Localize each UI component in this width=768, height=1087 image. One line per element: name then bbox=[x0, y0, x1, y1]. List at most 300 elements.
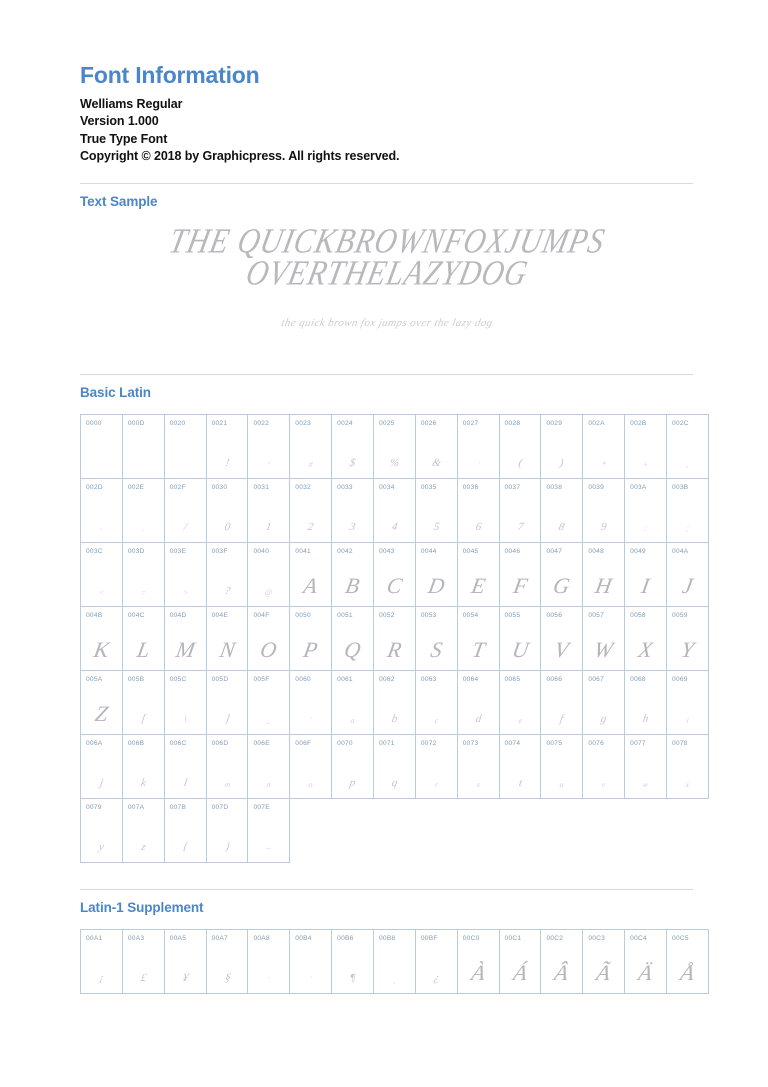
glyph-preview: o bbox=[308, 779, 314, 789]
glyph-cell-004F[interactable] bbox=[248, 606, 290, 670]
glyph-preview: i bbox=[685, 715, 690, 725]
glyph-cell-0069[interactable] bbox=[667, 670, 709, 734]
glyph-codepoint-label: 003F bbox=[211, 547, 228, 555]
glyph-cell-0050[interactable] bbox=[290, 606, 332, 670]
glyph-codepoint-label: 0040 bbox=[253, 547, 270, 555]
glyph-cell-005F[interactable] bbox=[248, 670, 290, 734]
glyph-codepoint-label: 00A8 bbox=[253, 934, 270, 942]
glyph-cell-006F[interactable] bbox=[290, 734, 332, 798]
glyph-cell-0056[interactable] bbox=[541, 606, 583, 670]
glyph-codepoint-label: 0060 bbox=[295, 675, 311, 683]
glyph-preview: Å bbox=[678, 959, 697, 985]
glyph-preview: ( bbox=[517, 456, 524, 469]
glyph-codepoint-label: 0036 bbox=[462, 483, 479, 491]
glyph-codepoint-label: 0067 bbox=[588, 675, 604, 683]
glyph-cell-003D[interactable] bbox=[122, 542, 164, 606]
glyph-cell-005D[interactable] bbox=[206, 670, 248, 734]
glyph-cell-006B[interactable] bbox=[122, 734, 164, 798]
glyph-cell-00BF[interactable] bbox=[415, 929, 457, 993]
glyph-codepoint-label: 004C bbox=[127, 611, 145, 619]
glyph-preview: ´ bbox=[308, 974, 313, 984]
glyph-preview: U bbox=[509, 636, 531, 662]
glyph-cell-007A[interactable] bbox=[122, 798, 164, 862]
glyph-cell-0052[interactable] bbox=[374, 606, 416, 670]
sample-uppercase-line-1: THE QUICKBROWNFOXJUMPS bbox=[165, 221, 608, 261]
glyph-cell-00A5[interactable] bbox=[164, 929, 206, 993]
glyph-preview: k bbox=[139, 776, 147, 789]
glyph-preview: = bbox=[139, 587, 147, 597]
glyph-cell-0021[interactable] bbox=[206, 414, 248, 478]
glyph-codepoint-label: 0078 bbox=[672, 739, 688, 747]
glyph-codepoint-label: 002A bbox=[588, 419, 605, 427]
glyph-cell-004E[interactable] bbox=[206, 606, 248, 670]
glyph-cell-0023[interactable] bbox=[290, 414, 332, 478]
glyph-preview: Á bbox=[511, 959, 530, 985]
glyph-preview: e bbox=[517, 715, 523, 725]
glyph-cell-0074[interactable] bbox=[499, 734, 541, 798]
glyph-cell-004B[interactable] bbox=[81, 606, 123, 670]
glyph-codepoint-label: 0039 bbox=[588, 483, 604, 491]
glyph-preview: c bbox=[433, 715, 439, 725]
glyph-preview: ~ bbox=[265, 843, 272, 853]
glyph-codepoint-label: 004D bbox=[169, 611, 187, 619]
glyph-preview: , bbox=[685, 459, 690, 469]
glyph-cell-00A3[interactable] bbox=[122, 929, 164, 993]
glyph-codepoint-label: 003A bbox=[630, 483, 647, 491]
glyph-preview: P bbox=[301, 636, 320, 662]
glyph-preview: % bbox=[388, 456, 401, 469]
glyph-cell-006E[interactable] bbox=[248, 734, 290, 798]
glyph-preview: j bbox=[98, 776, 105, 789]
glyph-preview: V bbox=[553, 636, 571, 662]
glyph-codepoint-label: 007D bbox=[211, 803, 229, 811]
glyph-codepoint-label: 0071 bbox=[379, 739, 395, 747]
glyph-preview: $ bbox=[348, 456, 357, 469]
glyph-preview: À bbox=[469, 959, 488, 985]
glyph-preview: S bbox=[428, 636, 445, 662]
glyph-codepoint-label: 0044 bbox=[420, 547, 437, 555]
glyph-cell-004D[interactable] bbox=[164, 606, 206, 670]
sample-lowercase-line: the quick brown fox jumps over the lazy dog bbox=[279, 316, 494, 329]
glyph-cell-007E[interactable] bbox=[248, 798, 290, 862]
glyph-preview: ! bbox=[224, 456, 230, 469]
glyph-cell-002C[interactable] bbox=[667, 414, 709, 478]
glyph-cell-0059[interactable] bbox=[667, 606, 709, 670]
glyph-cell-0044[interactable] bbox=[415, 542, 457, 606]
glyph-preview: M bbox=[173, 636, 197, 662]
glyph-preview: v bbox=[601, 779, 607, 789]
glyph-cell-0028[interactable] bbox=[499, 414, 541, 478]
glyph-cell-00C5[interactable] bbox=[667, 929, 709, 993]
header-divider bbox=[80, 183, 693, 184]
glyph-preview: _ bbox=[266, 715, 272, 725]
glyph-cell-0049[interactable] bbox=[625, 542, 667, 606]
glyph-cell-00C2[interactable] bbox=[541, 929, 583, 993]
glyph-cell-0041[interactable] bbox=[290, 542, 332, 606]
glyph-cell-005B[interactable] bbox=[122, 670, 164, 734]
glyph-preview: ¶ bbox=[348, 971, 357, 984]
glyph-codepoint-label: 0034 bbox=[379, 483, 395, 491]
glyph-cell-0042[interactable] bbox=[332, 542, 374, 606]
glyph-codepoint-label: 0042 bbox=[337, 547, 353, 555]
glyph-cell-00A1[interactable] bbox=[81, 929, 123, 993]
glyph-cell-0040[interactable] bbox=[248, 542, 290, 606]
basic-latin-glyph-table bbox=[80, 414, 709, 863]
glyph-preview: 2 bbox=[306, 520, 315, 533]
glyph-codepoint-label: 0026 bbox=[420, 419, 437, 427]
basic-latin-grid-body bbox=[81, 414, 709, 862]
glyph-codepoint-label: 0053 bbox=[420, 611, 437, 619]
glyph-cell-0070[interactable] bbox=[332, 734, 374, 798]
glyph-preview: 9 bbox=[600, 520, 608, 533]
glyph-cell-0066[interactable] bbox=[541, 670, 583, 734]
glyph-codepoint-label: 007B bbox=[169, 803, 187, 811]
glyph-cell-empty bbox=[457, 798, 499, 862]
glyph-codepoint-label: 0054 bbox=[462, 611, 479, 619]
glyph-cell-empty bbox=[290, 798, 332, 862]
glyph-cell-0058[interactable] bbox=[625, 606, 667, 670]
glyph-preview: ) bbox=[559, 456, 565, 469]
glyph-cell-0077[interactable] bbox=[625, 734, 667, 798]
glyph-codepoint-label: 0043 bbox=[379, 547, 395, 555]
glyph-cell-0027[interactable] bbox=[457, 414, 499, 478]
glyph-codepoint-label: 000D bbox=[127, 419, 145, 427]
glyph-cell-0039[interactable] bbox=[583, 478, 625, 542]
glyph-cell-006C[interactable] bbox=[164, 734, 206, 798]
glyph-preview: X bbox=[636, 636, 655, 662]
glyph-preview: 3 bbox=[348, 520, 357, 533]
glyph-cell-0035[interactable] bbox=[415, 478, 457, 542]
glyph-cell-0029[interactable] bbox=[541, 414, 583, 478]
glyph-cell-0072[interactable] bbox=[415, 734, 457, 798]
glyph-preview: / bbox=[182, 520, 188, 533]
glyph-cell-0060[interactable] bbox=[290, 670, 332, 734]
glyph-preview: # bbox=[308, 459, 314, 469]
glyph-cell-00B4[interactable] bbox=[290, 929, 332, 993]
glyph-cell-003B[interactable] bbox=[667, 478, 709, 542]
glyph-preview: q bbox=[390, 776, 399, 789]
glyph-cell-0031[interactable] bbox=[248, 478, 290, 542]
glyph-cell-empty bbox=[541, 798, 583, 862]
glyph-codepoint-label: 00A7 bbox=[211, 934, 228, 942]
glyph-preview: E bbox=[469, 572, 488, 598]
glyph-codepoint-label: 00A5 bbox=[169, 934, 187, 942]
glyph-codepoint-label: 005D bbox=[211, 675, 229, 683]
glyph-codepoint-label: 0000 bbox=[86, 419, 102, 427]
glyph-cell-0036[interactable] bbox=[457, 478, 499, 542]
glyph-preview: H bbox=[593, 572, 614, 598]
glyph-preview: W bbox=[592, 636, 616, 662]
glyph-preview: ¡ bbox=[98, 971, 105, 984]
glyph-preview: w bbox=[642, 779, 650, 789]
glyph-preview: . bbox=[141, 523, 146, 533]
glyph-preview: z bbox=[140, 840, 147, 853]
latin1-supplement-glyph-table bbox=[80, 929, 709, 994]
glyph-preview: F bbox=[511, 572, 530, 598]
glyph-cell-0064[interactable] bbox=[457, 670, 499, 734]
glyph-cell-002B[interactable] bbox=[625, 414, 667, 478]
glyph-preview: Y bbox=[679, 636, 696, 662]
glyph-cell-0048[interactable] bbox=[583, 542, 625, 606]
glyph-cell-00A7[interactable] bbox=[206, 929, 248, 993]
glyph-row bbox=[81, 478, 709, 542]
glyph-codepoint-label: 005F bbox=[253, 675, 270, 683]
glyph-cell-0026[interactable] bbox=[415, 414, 457, 478]
glyph-cell-00C0[interactable] bbox=[457, 929, 499, 993]
glyph-codepoint-label: 0064 bbox=[462, 675, 479, 683]
glyph-codepoint-label: 0024 bbox=[337, 419, 353, 427]
glyph-cell-0047[interactable] bbox=[541, 542, 583, 606]
glyph-codepoint-label: 0046 bbox=[504, 547, 521, 555]
glyph-preview: ; bbox=[685, 523, 690, 533]
glyph-cell-0000[interactable] bbox=[81, 414, 123, 478]
glyph-preview: @ bbox=[264, 587, 274, 597]
glyph-preview: § bbox=[223, 971, 231, 984]
glyph-preview: * bbox=[601, 459, 607, 469]
glyph-preview: f bbox=[559, 712, 565, 725]
glyph-codepoint-label: 0051 bbox=[337, 611, 353, 619]
glyph-codepoint-label: 00BF bbox=[420, 934, 438, 942]
glyph-preview: Â bbox=[553, 959, 571, 985]
glyph-cell-004C[interactable] bbox=[122, 606, 164, 670]
glyph-cell-0024[interactable] bbox=[332, 414, 374, 478]
glyph-preview: Q bbox=[342, 636, 363, 662]
glyph-codepoint-label: 002B bbox=[630, 419, 647, 427]
page-content bbox=[80, 0, 697, 994]
glyph-cell-00C3[interactable] bbox=[583, 929, 625, 993]
glyph-cell-0073[interactable] bbox=[457, 734, 499, 798]
glyph-preview: Ã bbox=[594, 959, 613, 985]
glyph-preview: { bbox=[181, 840, 189, 853]
glyph-codepoint-label: 004F bbox=[253, 611, 270, 619]
glyph-codepoint-label: 0065 bbox=[504, 675, 521, 683]
glyph-codepoint-label: 006B bbox=[127, 739, 145, 747]
glyph-cell-00B6[interactable] bbox=[332, 929, 374, 993]
glyph-codepoint-label: 0073 bbox=[462, 739, 479, 747]
glyph-cell-003F[interactable] bbox=[206, 542, 248, 606]
glyph-cell-0037[interactable] bbox=[499, 478, 541, 542]
glyph-preview: - bbox=[99, 523, 104, 533]
glyph-codepoint-label: 0070 bbox=[337, 739, 353, 747]
glyph-cell-002D[interactable] bbox=[81, 478, 123, 542]
glyph-codepoint-label: 0076 bbox=[588, 739, 604, 747]
glyph-codepoint-label: 003D bbox=[127, 547, 145, 555]
glyph-preview: 1 bbox=[265, 520, 273, 533]
glyph-codepoint-label: 0027 bbox=[462, 419, 479, 427]
glyph-codepoint-label: 0077 bbox=[630, 739, 646, 747]
glyph-preview: ¨ bbox=[266, 974, 272, 984]
glyph-cell-0020[interactable] bbox=[164, 414, 206, 478]
glyph-codepoint-label: 004E bbox=[211, 611, 228, 619]
glyph-preview: L bbox=[135, 636, 152, 662]
glyph-codepoint-label: 006D bbox=[211, 739, 229, 747]
glyph-codepoint-label: 00B4 bbox=[295, 934, 312, 942]
glyph-preview: D bbox=[426, 572, 447, 598]
section-heading-basic-latin: Basic Latin bbox=[80, 384, 151, 400]
glyph-cell-007D[interactable] bbox=[206, 798, 248, 862]
glyph-cell-0038[interactable] bbox=[541, 478, 583, 542]
glyph-cell-004A[interactable] bbox=[667, 542, 709, 606]
glyph-preview: : bbox=[643, 523, 648, 533]
glyph-preview: x bbox=[684, 779, 691, 789]
glyph-codepoint-label: 00B6 bbox=[337, 934, 354, 942]
glyph-cell-0054[interactable] bbox=[457, 606, 499, 670]
glyph-preview: } bbox=[223, 840, 231, 853]
glyph-row bbox=[81, 542, 709, 606]
glyph-codepoint-label: 006E bbox=[253, 739, 270, 747]
glyph-cell-006D[interactable] bbox=[206, 734, 248, 798]
glyph-codepoint-label: 0079 bbox=[86, 803, 102, 811]
glyph-cell-0067[interactable] bbox=[583, 670, 625, 734]
glyph-codepoint-label: 002E bbox=[127, 483, 145, 491]
glyph-codepoint-label: 004B bbox=[86, 611, 103, 619]
glyph-codepoint-label: 0033 bbox=[337, 483, 353, 491]
glyph-preview: 7 bbox=[516, 520, 524, 533]
text-sample-block bbox=[80, 209, 693, 357]
glyph-cell-0076[interactable] bbox=[583, 734, 625, 798]
glyph-cell-0032[interactable] bbox=[290, 478, 332, 542]
page-title: Font Information bbox=[80, 62, 260, 88]
glyph-codepoint-label: 00C2 bbox=[546, 934, 564, 942]
glyph-cell-002F[interactable] bbox=[164, 478, 206, 542]
section-heading-latin1-supplement: Latin-1 Supplement bbox=[80, 899, 204, 915]
glyph-cell-0046[interactable] bbox=[499, 542, 541, 606]
glyph-cell-007B[interactable] bbox=[164, 798, 206, 862]
glyph-cell-0063[interactable] bbox=[415, 670, 457, 734]
glyph-preview: £ bbox=[139, 971, 148, 984]
glyph-preview: r bbox=[434, 779, 439, 789]
glyph-cell-002A[interactable] bbox=[583, 414, 625, 478]
glyph-preview: h bbox=[641, 712, 650, 725]
glyph-preview: y bbox=[98, 840, 106, 853]
glyph-codepoint-label: 005C bbox=[169, 675, 187, 683]
glyph-codepoint-label: 0029 bbox=[546, 419, 563, 427]
metadata-version: Version 1.000 bbox=[80, 114, 159, 129]
glyph-codepoint-label: 007E bbox=[253, 803, 270, 811]
glyph-cell-0022[interactable] bbox=[248, 414, 290, 478]
glyph-cell-0045[interactable] bbox=[457, 542, 499, 606]
glyph-codepoint-label: 0021 bbox=[211, 419, 228, 427]
glyph-cell-003C[interactable] bbox=[81, 542, 123, 606]
glyph-row bbox=[81, 606, 709, 670]
glyph-cell-0033[interactable] bbox=[332, 478, 374, 542]
glyph-codepoint-label: 0062 bbox=[379, 675, 395, 683]
glyph-cell-0075[interactable] bbox=[541, 734, 583, 798]
glyph-cell-006A[interactable] bbox=[81, 734, 123, 798]
glyph-codepoint-label: 00A3 bbox=[127, 934, 145, 942]
glyph-preview: N bbox=[217, 636, 237, 662]
glyph-row bbox=[81, 670, 709, 734]
glyph-codepoint-label: 0020 bbox=[169, 419, 186, 427]
glyph-cell-005C[interactable] bbox=[164, 670, 206, 734]
metadata-font-type: True Type Font bbox=[80, 131, 168, 146]
glyph-cell-0057[interactable] bbox=[583, 606, 625, 670]
glyph-preview: d bbox=[474, 712, 483, 725]
glyph-codepoint-label: 006A bbox=[86, 739, 103, 747]
glyph-cell-0053[interactable] bbox=[415, 606, 457, 670]
glyph-codepoint-label: 0050 bbox=[295, 611, 311, 619]
glyph-cell-00C1[interactable] bbox=[499, 929, 541, 993]
glyph-preview: 6 bbox=[474, 520, 483, 533]
glyph-codepoint-label: 0052 bbox=[379, 611, 395, 619]
glyph-cell-0025[interactable] bbox=[374, 414, 416, 478]
glyph-codepoint-label: 0032 bbox=[295, 483, 311, 491]
glyph-codepoint-label: 0069 bbox=[672, 675, 688, 683]
glyph-codepoint-label: 0022 bbox=[253, 419, 270, 427]
glyph-preview: K bbox=[91, 636, 112, 662]
glyph-preview: > bbox=[181, 587, 189, 597]
glyph-cell-empty bbox=[374, 798, 416, 862]
glyph-preview: ] bbox=[223, 712, 231, 725]
glyph-codepoint-label: 0072 bbox=[420, 739, 437, 747]
metadata-font-name: Welliams Regular bbox=[80, 96, 183, 111]
glyph-codepoint-label: 006F bbox=[295, 739, 312, 747]
metadata-copyright: Copyright © 2018 by Graphicpress. All rights reserved. bbox=[80, 149, 400, 164]
glyph-codepoint-label: 005B bbox=[127, 675, 145, 683]
glyph-cell-005A[interactable] bbox=[81, 670, 123, 734]
glyph-cell-00C4[interactable] bbox=[625, 929, 667, 993]
glyph-codepoint-label: 0066 bbox=[546, 675, 563, 683]
glyph-cell-000D[interactable] bbox=[122, 414, 164, 478]
glyph-cell-0065[interactable] bbox=[499, 670, 541, 734]
glyph-cell-0071[interactable] bbox=[374, 734, 416, 798]
glyph-codepoint-label: 0075 bbox=[546, 739, 563, 747]
glyph-codepoint-label: 0059 bbox=[672, 611, 688, 619]
glyph-codepoint-label: 0038 bbox=[546, 483, 563, 491]
glyph-cell-0043[interactable] bbox=[374, 542, 416, 606]
glyph-cell-0078[interactable] bbox=[667, 734, 709, 798]
glyph-codepoint-label: 002D bbox=[86, 483, 103, 491]
glyph-cell-empty bbox=[332, 798, 374, 862]
font-metadata-list bbox=[80, 96, 693, 166]
glyph-cell-003A[interactable] bbox=[625, 478, 667, 542]
glyph-codepoint-label: 0041 bbox=[295, 547, 311, 555]
glyph-codepoint-label: 003E bbox=[169, 547, 187, 555]
glyph-codepoint-label: 0030 bbox=[211, 483, 228, 491]
glyph-cell-0062[interactable] bbox=[374, 670, 416, 734]
glyph-preview: ¸ bbox=[392, 974, 397, 984]
glyph-cell-0051[interactable] bbox=[332, 606, 374, 670]
glyph-codepoint-label: 003B bbox=[672, 483, 689, 491]
glyph-cell-0068[interactable] bbox=[625, 670, 667, 734]
glyph-cell-0034[interactable] bbox=[374, 478, 416, 542]
glyph-cell-00B8[interactable] bbox=[374, 929, 416, 993]
glyph-preview: s bbox=[475, 779, 481, 789]
sample-uppercase-line-2: OVERTHELAZYDOG bbox=[242, 253, 532, 293]
glyph-codepoint-label: 0057 bbox=[588, 611, 604, 619]
glyph-cell-0079[interactable] bbox=[81, 798, 123, 862]
glyph-preview: l bbox=[182, 776, 188, 789]
glyph-cell-0061[interactable] bbox=[332, 670, 374, 734]
glyph-codepoint-label: 003C bbox=[86, 547, 103, 555]
glyph-cell-002E[interactable] bbox=[122, 478, 164, 542]
glyph-codepoint-label: 00C0 bbox=[462, 934, 480, 942]
glyph-codepoint-label: 00C4 bbox=[630, 934, 647, 942]
glyph-preview: + bbox=[642, 459, 650, 469]
glyph-cell-00A8[interactable] bbox=[248, 929, 290, 993]
glyph-row bbox=[81, 414, 709, 478]
glyph-codepoint-label: 0056 bbox=[546, 611, 563, 619]
text-sample-divider bbox=[80, 374, 693, 375]
glyph-cell-0030[interactable] bbox=[206, 478, 248, 542]
glyph-codepoint-label: 0048 bbox=[588, 547, 604, 555]
basic-latin-divider bbox=[80, 889, 693, 890]
glyph-cell-003E[interactable] bbox=[164, 542, 206, 606]
glyph-cell-0055[interactable] bbox=[499, 606, 541, 670]
glyph-preview: m bbox=[223, 779, 231, 789]
glyph-preview: I bbox=[639, 572, 652, 598]
glyph-codepoint-label: 004A bbox=[672, 547, 689, 555]
